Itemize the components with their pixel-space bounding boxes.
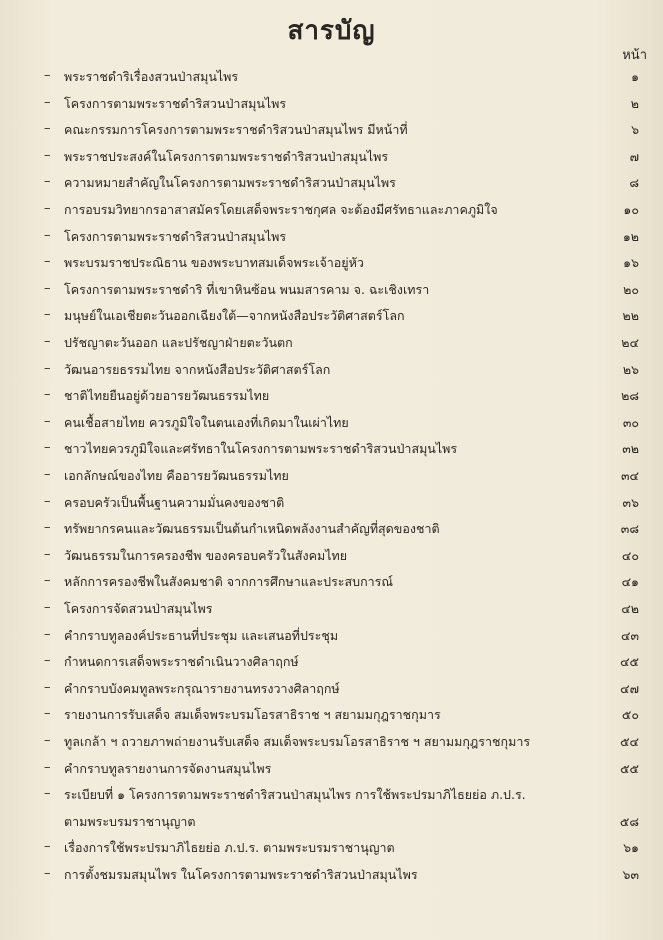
- entry-dash: –: [44, 254, 51, 270]
- entry-page-number: ๖๓: [622, 867, 639, 882]
- entry-page-number: ๑๖: [623, 255, 639, 271]
- entry-title: การอบรมวิทยากรอาสาสมัครโดยเสด็จพระราชกุศล จะต้องมีศรัทธาและภาคภูมิใจ: [64, 202, 498, 217]
- entry-dash: –: [44, 520, 51, 536]
- entry-page-number: ๖: [631, 122, 639, 138]
- toc-entry[interactable]: [0, 357, 663, 381]
- entry-page-number: ๓๔: [620, 468, 639, 483]
- entry-dash: –: [44, 147, 51, 163]
- entry-dash: –: [44, 94, 51, 110]
- entry-page-number: ๒๘: [621, 388, 639, 404]
- entry-dash: –: [44, 413, 51, 429]
- toc-entry[interactable]: [0, 330, 663, 354]
- entry-title: พระบรมราชประณิธาน ของพระบาทสมเด็จพระเจ้าอยู่หัว: [64, 255, 364, 271]
- entry-page-number: ๔๗: [620, 680, 639, 696]
- entry-dash: –: [44, 679, 51, 695]
- page-column-label: หน้า: [622, 48, 647, 63]
- entry-title: ปรัชญาตะวันออก และปรัชญาฝ่ายตะวันตก: [64, 335, 293, 350]
- entry-page-number: ๔๐: [621, 547, 639, 563]
- toc-entry[interactable]: [0, 144, 663, 168]
- entry-page-number: ๒๔: [621, 335, 639, 350]
- toc-entry[interactable]: [0, 117, 663, 141]
- toc-entry[interactable]: [0, 197, 663, 221]
- entry-page-number: ๑๒: [622, 228, 639, 244]
- entry-title: มนุษย์ในเอเชียตะวันออกเฉียงใต้—จากหนังสือประวัติศาสตร์โลก: [64, 308, 405, 324]
- entry-dash: –: [44, 546, 51, 562]
- entry-page-number: ๒๖: [622, 361, 639, 377]
- entry-dash: –: [44, 759, 51, 775]
- entry-page-number: ๒๐: [623, 281, 639, 297]
- toc-entry[interactable]: [0, 463, 663, 487]
- toc-entry[interactable]: [0, 835, 663, 859]
- entry-page-number: ๓๘: [620, 521, 639, 537]
- entry-dash: –: [44, 307, 51, 323]
- entry-page-number: ๔๕: [620, 654, 639, 670]
- toc-entry[interactable]: [0, 702, 663, 726]
- toc-entry[interactable]: [0, 729, 663, 753]
- toc-entry[interactable]: [0, 756, 663, 780]
- entry-page-number: ๕๘: [619, 813, 639, 829]
- entry-dash: –: [44, 786, 51, 802]
- entry-title: ระเบียบที่ ๑ โครงการตามพระราชดำริสวนป่าสมุนไพร การใช้พระปรมาภิไธยย่อ ภ.ป.ร.: [64, 787, 526, 803]
- entry-page-number: ๑๐: [623, 202, 639, 217]
- toc-entry-continuation[interactable]: [0, 809, 663, 833]
- entry-title: คำกราบทูลรายงานการจัดงานสมุนไพร: [64, 760, 272, 776]
- toc-entry[interactable]: [0, 569, 663, 593]
- entry-dash: –: [44, 227, 51, 243]
- entry-title: ทรัพยากรคนและวัฒนธรรมเป็นต้นกำเหนิดพลังงานสำคัญที่สุดของชาติ: [64, 521, 440, 537]
- entry-title: คำกราบบังคมทูลพระกรุณารายงานทรงวางศิลาฤกษ์: [64, 680, 340, 696]
- entry-title: ความหมายสำคัญในโครงการตามพระราชดำริสวนป่าสมุนไพร: [64, 175, 396, 191]
- entry-dash: –: [44, 280, 51, 296]
- entry-title: การตั้งชมรมสมุนไพร ในโครงการตามพระราชดำริสวนป่าสมุนไพร: [64, 867, 418, 882]
- entry-dash: –: [44, 573, 51, 589]
- entry-title: หลักการครองชีพในสังคมชาติ จากการศึกษาและประสบการณ์: [64, 574, 393, 590]
- entry-title: โครงการตามพระราชดำริสวนป่าสมุนไพร: [64, 228, 287, 244]
- entry-page-number: ๕๕: [620, 760, 639, 776]
- toc-entry[interactable]: [0, 277, 663, 301]
- page-title: สารบัญ: [287, 16, 376, 46]
- entry-title: ทูลเกล้า ฯ ถวายภาพถ่ายงานรับเสด็จ สมเด็จพระบรมโอรสาธิราช ฯ สยามมกุฎราชกุมาร: [64, 734, 531, 749]
- entry-title: เอกลักษณ์ของไทย คืออารยวัฒนธรรมไทย: [64, 468, 289, 483]
- entry-page-number: ๓๖: [622, 494, 639, 510]
- toc-entry[interactable]: [0, 649, 663, 673]
- entry-dash: –: [44, 653, 51, 669]
- toc-entry[interactable]: [0, 91, 663, 115]
- toc-entry[interactable]: [0, 782, 663, 806]
- entry-title: โครงการจัดสวนป่าสมุนไพร: [64, 601, 213, 616]
- entry-page-number: ๑: [631, 69, 639, 84]
- entry-page-number: ๓๐: [622, 414, 639, 430]
- entry-dash: –: [44, 839, 51, 855]
- entry-title: คนเชื้อสายไทย ควรภูมิใจในตนเองที่เกิดมาในเผ่าไทย: [64, 414, 349, 430]
- entry-dash: –: [44, 387, 51, 403]
- entry-dash: –: [44, 360, 51, 376]
- entry-dash: –: [44, 201, 51, 216]
- entry-page-number: ๕๐: [621, 707, 639, 723]
- entry-page-number: ๖๑: [623, 840, 639, 856]
- entry-page-number: ๘: [629, 175, 639, 191]
- entry-title: ครอบครัวเป็นพื้นฐานความมั่นคงของชาติ: [64, 494, 285, 510]
- entry-page-number: ๕๔: [620, 734, 639, 749]
- toc-entry[interactable]: [0, 303, 663, 327]
- entry-page-number: ๒๒: [622, 308, 639, 324]
- entry-page-number: ๔๓: [620, 627, 639, 643]
- toc-entry[interactable]: [0, 490, 663, 514]
- entry-page-number: ๔๑: [621, 574, 639, 590]
- entry-dash: –: [44, 440, 51, 456]
- toc-entry[interactable]: [0, 170, 663, 194]
- entry-dash: –: [44, 174, 51, 190]
- toc-entry[interactable]: [0, 676, 663, 700]
- entry-title: พระราชดำริเรื่องสวนป่าสมุนไพร: [64, 69, 239, 84]
- entry-page-number: ๗: [629, 148, 639, 164]
- toc-entry[interactable]: [0, 224, 663, 248]
- entry-title: ชาวไทยควรภูมิใจและศรัทธาในโครงการตามพระราชดำริสวนป่าสมุนไพร: [64, 441, 458, 457]
- entry-title: รายงานการรับเสด็จ สมเด็จพระบรมโอรสาธิราช ฯ สยามมกุฎราชกุมาร: [64, 707, 441, 723]
- entry-title: กำหนดการเสด็จพระราชดำเนินวางศิลาฤกษ์: [64, 654, 299, 670]
- entry-dash: –: [44, 121, 51, 137]
- toc-entry[interactable]: [0, 862, 663, 886]
- entry-title: คำกราบทูลองค์ประธานที่ประชุม และเสนอที่ประชุม: [64, 627, 339, 643]
- toc-entry[interactable]: [0, 64, 663, 88]
- entry-title: โครงการตามพระราชดำริ ที่เขาหินซ้อน พนมสารคาม จ. ฉะเชิงเทรา: [64, 281, 430, 297]
- toc-entry[interactable]: [0, 410, 663, 434]
- entry-page-number: ๒: [630, 95, 639, 111]
- entry-dash: –: [44, 626, 51, 642]
- entry-title: โครงการตามพระราชดำริสวนป่าสมุนไพร: [64, 95, 287, 111]
- toc-entry[interactable]: [0, 383, 663, 407]
- entry-dash: –: [44, 600, 51, 615]
- toc-entry[interactable]: [0, 250, 663, 274]
- entry-dash: –: [44, 493, 51, 509]
- entry-dash: –: [44, 733, 51, 748]
- toc-entry[interactable]: [0, 516, 663, 540]
- entry-dash: –: [44, 467, 51, 482]
- toc-entry[interactable]: [0, 623, 663, 647]
- entry-title-continued: ตามพระบรมราชานุญาต: [64, 813, 196, 829]
- toc-entry[interactable]: [0, 543, 663, 567]
- entry-dash: –: [44, 866, 51, 881]
- entry-title: วัฒนธรรมในการครองชีพ ของครอบครัวในสังคมไทย: [64, 547, 348, 563]
- toc-entry[interactable]: [0, 436, 663, 460]
- entry-dash: –: [44, 334, 51, 349]
- entry-dash: –: [44, 68, 51, 83]
- entry-page-number: ๓๒: [622, 441, 639, 457]
- entry-dash: –: [44, 706, 51, 722]
- entry-title: พระราชประสงค์ในโครงการตามพระราชดำริสวนป่าสมุนไพร: [64, 148, 389, 164]
- entry-title: คณะกรรมการโครงการตามพระราชดำริสวนป่าสมุนไพร มีหน้าที่: [64, 122, 408, 138]
- entry-title: ชาติไทยยืนอยู่ด้วยอารยวัฒนธรรมไทย: [64, 388, 270, 404]
- entry-title: เรื่องการใช้พระปรมาภิไธยย่อ ภ.ป.ร. ตามพระบรมราชานุญาต: [64, 840, 395, 856]
- entry-title: วัฒนอารยธรรมไทย จากหนังสือประวัติศาสตร์โลก: [64, 361, 331, 377]
- entry-page-number: ๔๒: [621, 601, 639, 616]
- toc-entry[interactable]: [0, 596, 663, 620]
